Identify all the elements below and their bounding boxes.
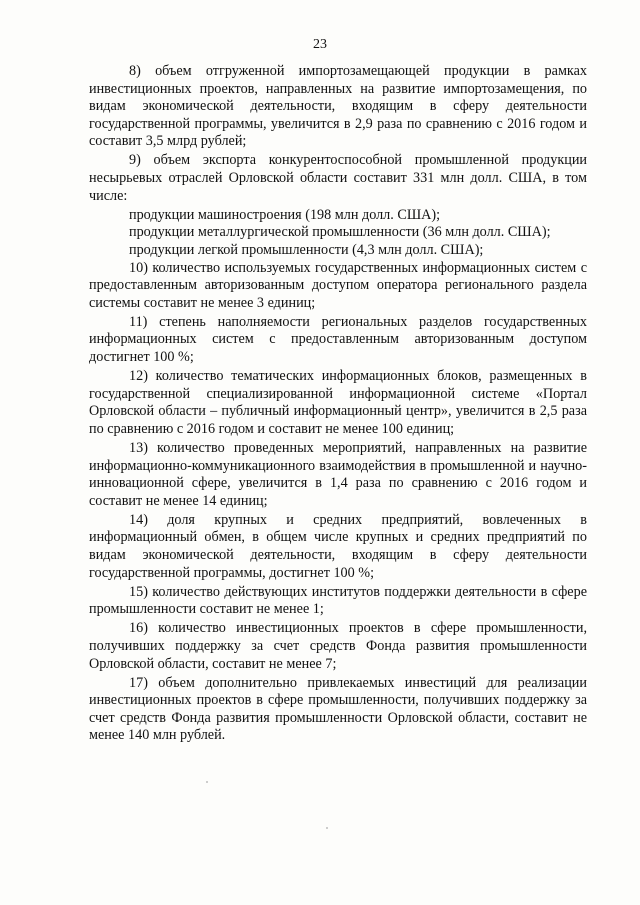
paragraph-item-16: 16) количество инвестиционных проектов в сфере промышленности, получивших поддержку за счет средств Фонда развития промышленности Орловской области, составит не менее 7; [89, 620, 587, 672]
paragraph-item-14: 14) доля крупных и средних предприятий, вовлеченных в информационный обмен, в общем числе крупных и средних предприятий по видам экономической деятельности, входящим в сферу деятельности государственной программы, достигнет 100 %; [89, 511, 587, 581]
paragraph-item-15: 15) количество действующих институтов поддержки деятельности в сфере промышленности составит не менее 1; [89, 583, 587, 618]
subitem-light-industry: продукции легкой промышленности (4,3 млн долл. США); [129, 241, 484, 258]
paragraph-item-10: 10) количество используемых государственных информационных систем с предоставленным авторизованным доступом оператора регионального раздела системы составит не менее 3 единиц; [89, 259, 587, 311]
document-body [89, 63, 587, 747]
paragraph-item-9: 9) объем экспорта конкурентоспособной промышленной продукции несырьевых отраслей Орловской области составит 331 млн долл. США, в том числе: [89, 152, 587, 204]
paragraph-item-12: 12) количество тематических информационных блоков, размещенных в государственной специализированной информационной системе «Портал Орловской области – публичный информационный центр», увеличится в 2,5 раза по сравнению с 2016 годом и составит не менее 100 единиц; [89, 368, 587, 437]
paragraph-item-13: 13) количество проведенных мероприятий, направленных на развитие информационно-коммуникационного взаимодействия в промышленной и научно-инновационной сфере, увеличится в 1,4 раза по сравнению с 2016 годом и составит не менее 14 единиц; [89, 439, 587, 509]
scan-speck [326, 827, 328, 829]
scan-speck [206, 781, 208, 783]
subitem-metallurgy: продукции металлургической промышленности (36 млн долл. США); [129, 224, 551, 241]
subitem-machine-building: продукции машиностроения (198 млн долл. США); [129, 206, 441, 223]
paragraph-item-8: 8) объем отгруженной импортозамещающей продукции в рамках инвестиционных проектов, направленных на развитие импортозамещения, по видам экономической деятельности, входящим в сферу деятельности государственной программы, увеличится в 2,9 раза по сравнению с 2016 годом и составит 3,5 млрд рублей; [89, 63, 587, 150]
page-number: 23 [313, 37, 327, 52]
paragraph-item-17: 17) объем дополнительно привлекаемых инвестиций для реализации инвестиционных проектов в сфере промышленности, получивших поддержку за счет средств Фонда развития промышленности Орловской области, составит не менее 140 млн рублей. [89, 674, 587, 744]
paragraph-item-11: 11) степень наполняемости региональных разделов государственных информационных систем с предоставленным авторизованным доступом достигнет 100 %; [89, 313, 587, 365]
